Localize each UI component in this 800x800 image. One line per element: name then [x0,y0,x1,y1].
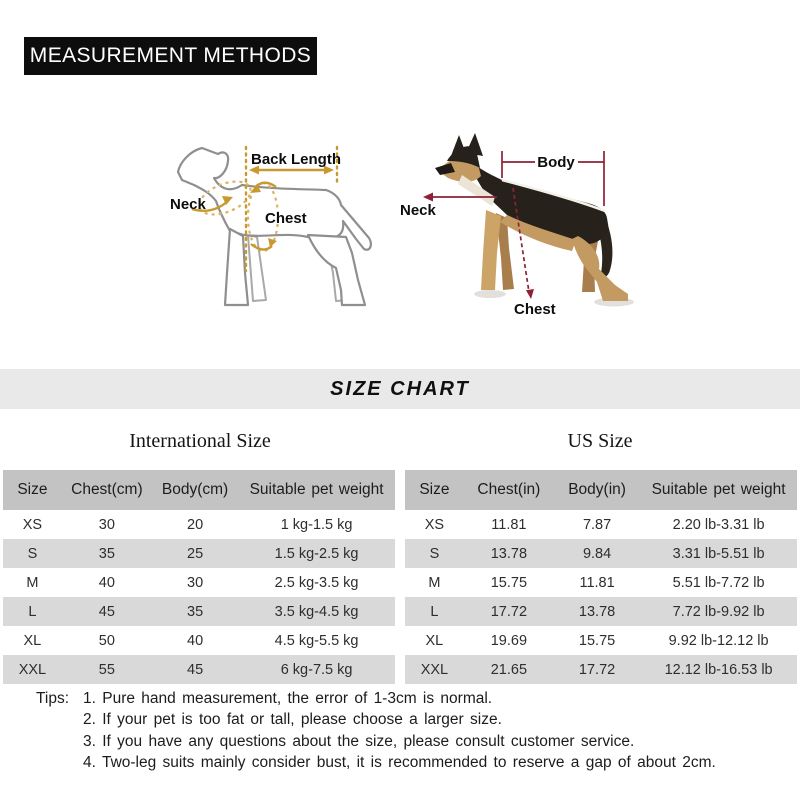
table-cell: 30 [187,574,204,591]
table-cell: 19.69 [490,632,528,649]
chest-arrowhead-bottom [268,238,277,247]
table-cell: 40 [187,632,204,649]
table-row [405,568,797,597]
table-cell: 13.78 [578,603,616,620]
banner-title: MEASUREMENT METHODS [29,44,312,67]
table-cell: 35 [187,603,204,620]
tips-label: Tips: [36,690,70,707]
table-cell: 7.87 [582,516,612,533]
table-cell: 15.75 [578,632,616,649]
column-header: Suitable pet weight [238,470,395,510]
table-row [3,626,395,655]
column-header: Chest(cm) [62,470,152,510]
table-row [3,655,395,684]
front-leg [481,210,501,290]
us-size-table [405,470,797,684]
table-cell: 12.12 lb-16.53 lb [664,661,773,678]
table-cell: XS [22,516,43,533]
size-chart-band [0,369,800,409]
table-row [405,510,797,539]
column-header: Body(in) [554,470,640,510]
table-cell: 1.5 kg-2.5 kg [274,545,359,562]
tip-item: 2. If your pet is too fat or tall, please choose a larger size. [83,711,502,729]
us-size-heading: US Size [567,430,633,452]
table-cell: XXL [420,661,449,678]
sketch-chest-label: Chest [265,210,307,227]
table-cell: 45 [98,603,115,620]
table-row [405,626,797,655]
table-cell: M [26,574,39,591]
table-row [3,539,395,568]
tip-item: 3. If you have any questions about the size, please consult customer service. [83,732,635,750]
table-cell: 11.81 [491,516,527,533]
table-cell: XL [425,632,444,649]
us-size-table-grid [405,470,797,684]
table-header-row [3,470,395,510]
international-size-heading: International Size [129,430,271,452]
ear-right [466,133,483,156]
table-row [405,655,797,684]
table-cell: 30 [98,516,115,533]
table-cell: 4.5 kg-5.5 kg [274,632,359,649]
international-size-table [3,470,395,684]
table-cell: S [429,545,440,562]
table-cell: 5.51 lb-7.72 lb [672,574,765,591]
table-cell: 25 [187,545,204,562]
table-cell: 50 [98,632,115,649]
table-cell: XXL [18,661,47,678]
table-cell: 15.75 [490,574,528,591]
measurement-methods-banner [24,37,317,75]
table-cell: L [28,603,37,620]
international-size-table-grid [3,470,395,684]
table-cell: 9.92 lb-12.12 lb [668,632,769,649]
column-header: Size [405,470,464,510]
table-cell: M [428,574,441,591]
table-cell: 20 [187,516,204,533]
column-header: Suitable pet weight [640,470,797,510]
table-cell: 40 [98,574,115,591]
table-cell: 55 [98,661,115,678]
table-cell: 6 kg-7.5 kg [280,661,353,678]
table-cell: XL [23,632,42,649]
table-cell: 45 [187,661,204,678]
size-chart-title: SIZE CHART [330,377,470,400]
table-cell: 11.81 [579,574,615,591]
neck-arrowhead [423,193,433,202]
table-cell: 13.78 [490,545,528,562]
tip-item: 4. Two-leg suits mainly consider bust, it is recommended to reserve a gap of about 2cm. [83,753,716,771]
table-cell: 3.31 lb-5.51 lb [672,545,765,562]
tip-item: 1. Pure hand measurement, the error of 1-3cm is normal. [83,690,493,707]
table-cell: 2.5 kg-3.5 kg [274,574,359,591]
table-cell: 7.72 lb-9.92 lb [672,603,765,620]
sketch-neck-label: Neck [170,196,206,213]
table-cell: L [430,603,439,620]
table-cell: S [27,545,38,562]
column-header: Size [3,470,62,510]
table-cell: 2.20 lb-3.31 lb [672,516,765,533]
chest-arrowhead [526,289,534,299]
measurement-sketch-diagram [130,125,400,337]
table-cell: XS [424,516,445,533]
tips-section [36,688,781,773]
column-header: Chest(in) [464,470,554,510]
table-cell: 35 [98,545,115,562]
table-row [3,568,395,597]
table-cell: 17.72 [490,603,528,620]
tips-list [83,688,781,773]
table-row [405,539,797,568]
table-cell: 21.65 [490,661,528,678]
table-row [3,510,395,539]
table-cell: 17.72 [578,661,616,678]
hind-leg [572,236,628,301]
table-cell: 1 kg-1.5 kg [280,516,353,533]
column-header: Body(cm) [152,470,238,510]
photo-body-label: Body [537,154,575,171]
measurement-photo-diagram [390,118,680,343]
sketch-back-length-label: Back Length [250,151,342,168]
table-row [405,597,797,626]
photo-chest-label: Chest [514,301,556,318]
table-cell: 9.84 [582,545,612,562]
table-header-row [405,470,797,510]
table-cell: 3.5 kg-4.5 kg [274,603,359,620]
front-foot-shadow [474,290,506,298]
table-row [3,597,395,626]
photo-neck-label: Neck [400,202,436,219]
